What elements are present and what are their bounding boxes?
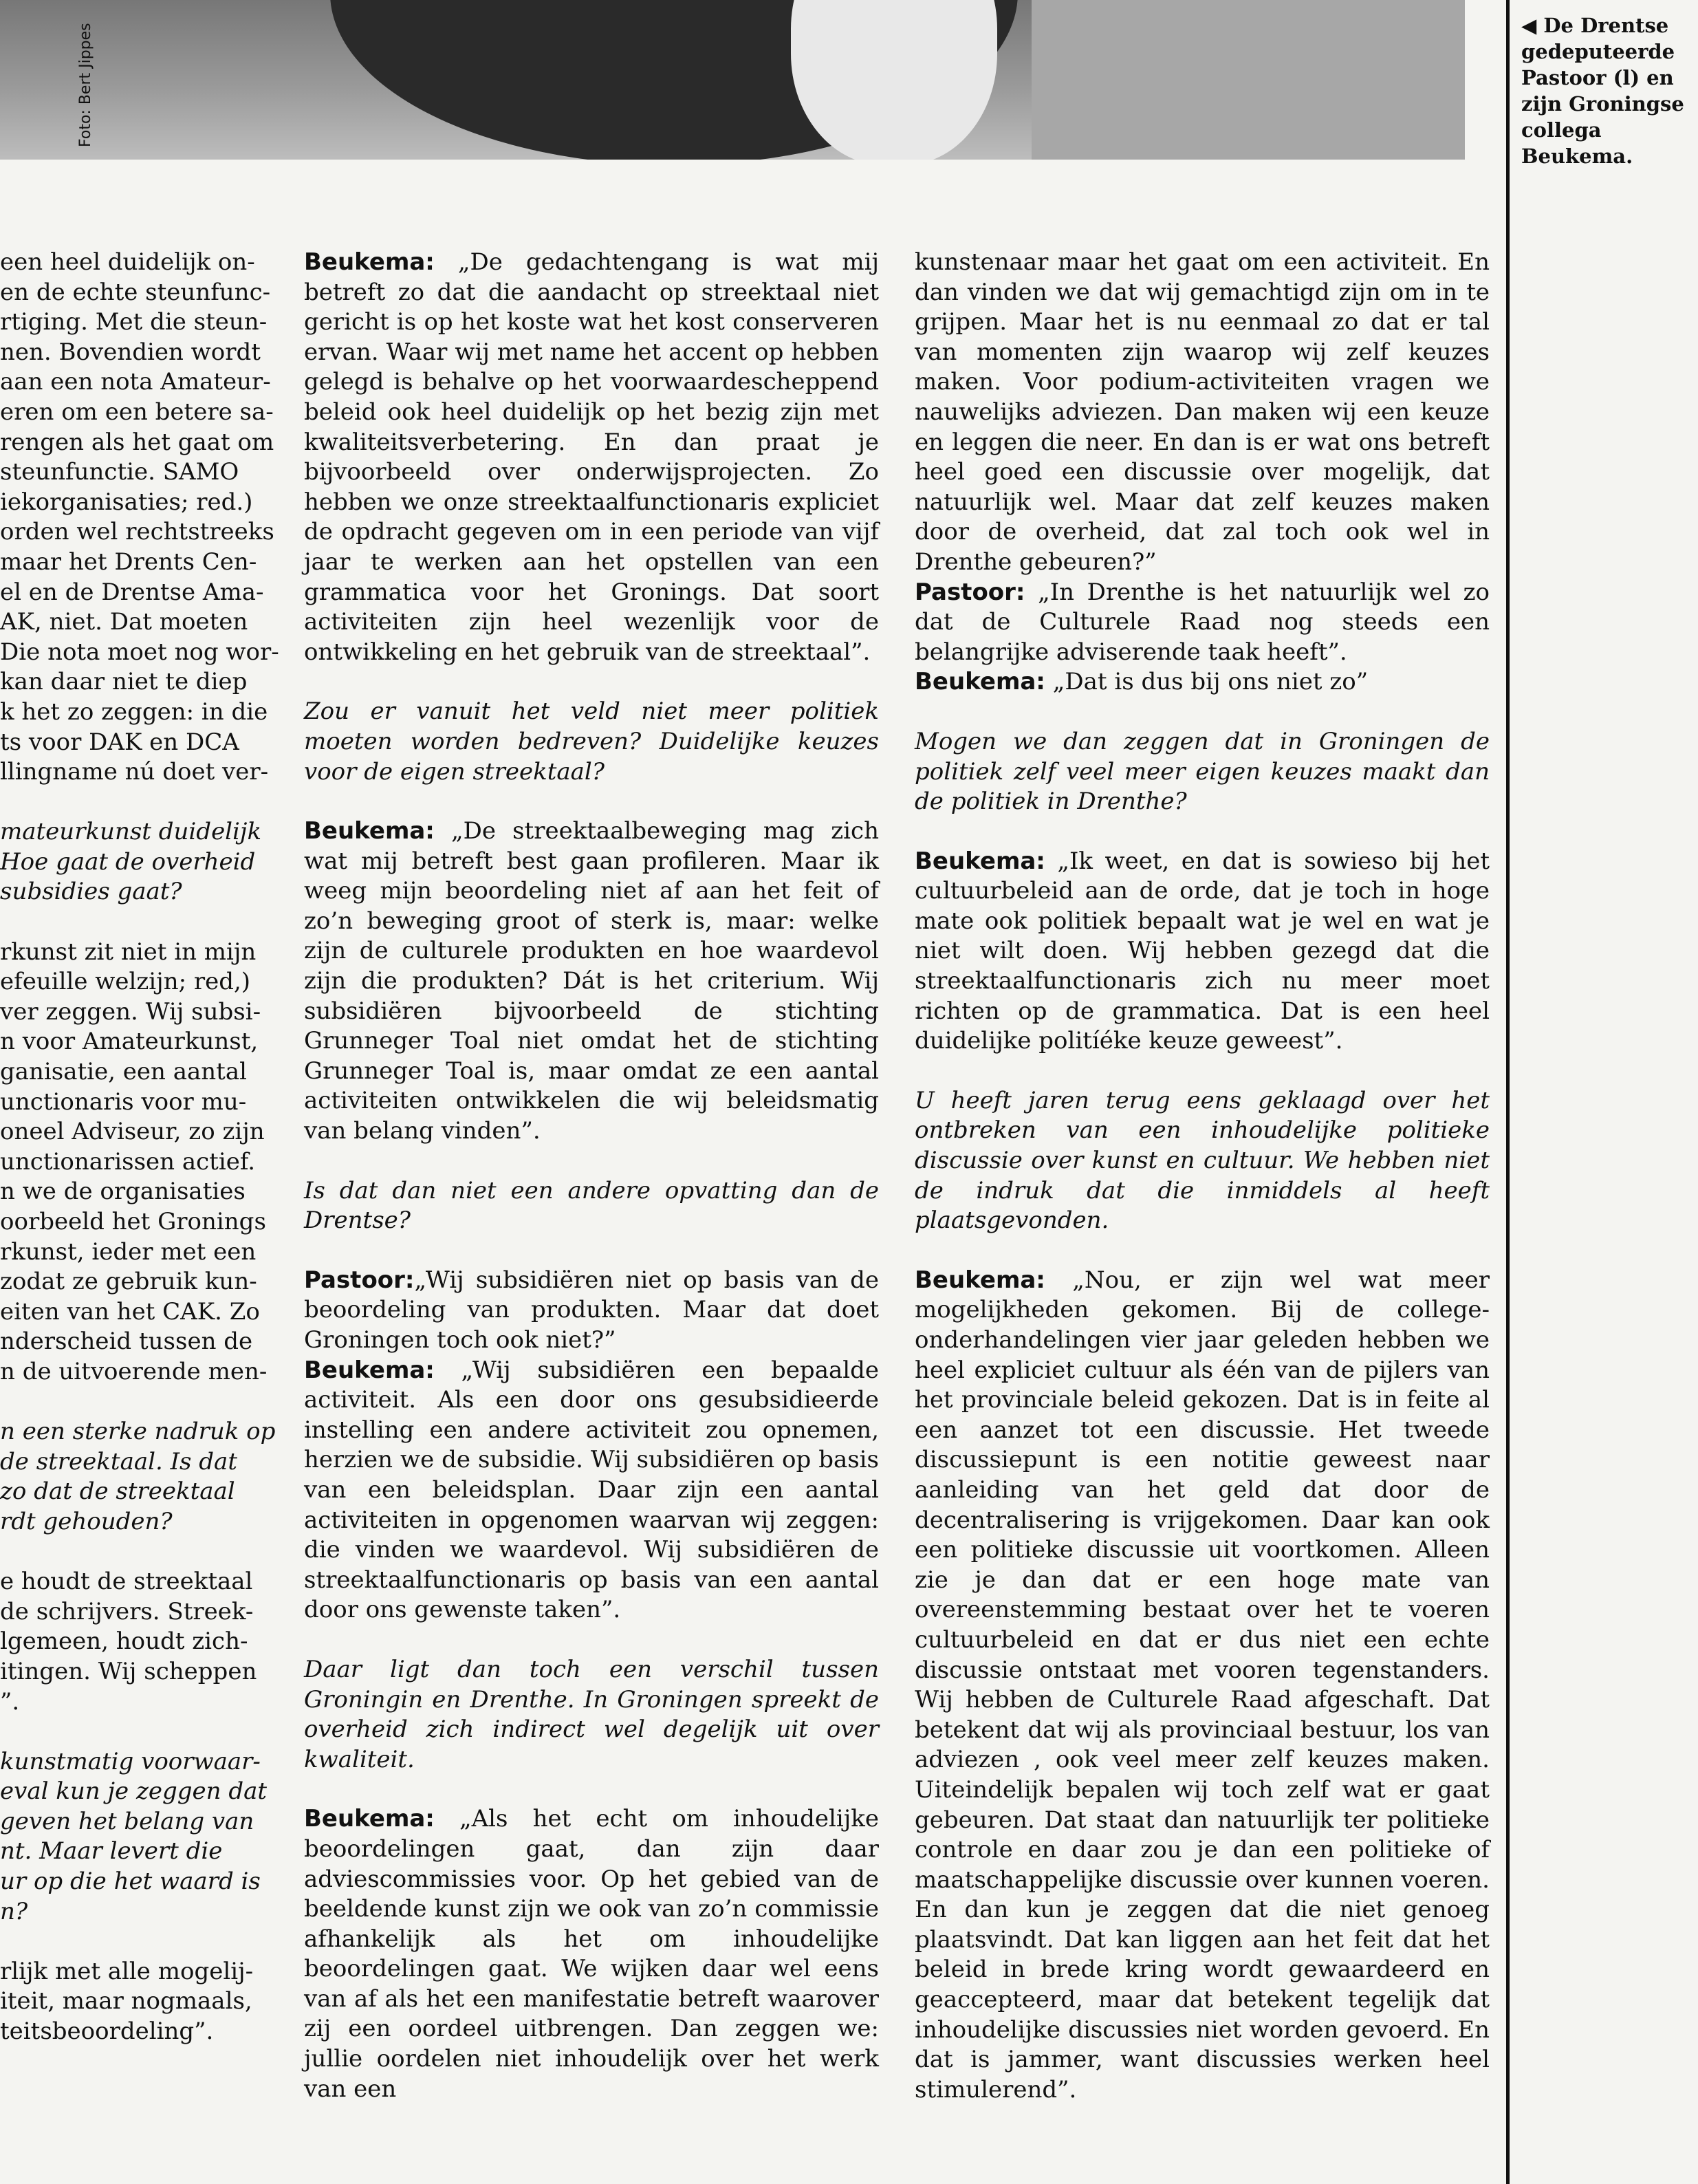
column-1-line: k het zo zeggen: in die bbox=[0, 698, 268, 726]
column-1-line: ganisatie, een aantal bbox=[0, 1058, 247, 1086]
speaker-label: Beukema: bbox=[915, 847, 1045, 875]
column-1-line: Hoe gaat de overheid bbox=[0, 847, 256, 876]
column-1-line: n voor Amateurkunst, bbox=[0, 1028, 259, 1056]
photo-shape-light bbox=[791, 0, 997, 160]
answer-paragraph bbox=[304, 248, 879, 667]
answer-paragraph bbox=[304, 817, 879, 1147]
answer-text: „Wij subsidiëren niet op basis van de beoordeling van produkten. Maar dat doet Groningen toch ook niet?” bbox=[304, 1266, 879, 1354]
column-1-line: iteit, maar nogmaals, bbox=[0, 1987, 252, 2015]
column-1-line: unctionarissen actief. bbox=[0, 1147, 256, 1176]
question-paragraph: Zou er vanuit het veld niet meer politiek moeten worden bedreven? Duidelijke keuzes voor de eigen streektaal? bbox=[304, 698, 879, 786]
column-1-line: Die nota moet nog wor- bbox=[0, 638, 279, 666]
column-1-line: eiten van het CAK. Zo bbox=[0, 1297, 260, 1326]
answer-text: „Dat is dus bij ons niet zo” bbox=[1052, 668, 1369, 696]
column-1-line: n we de organisaties bbox=[0, 1178, 246, 1206]
column-1-line: unctionaris voor mu- bbox=[0, 1088, 247, 1116]
question-paragraph: Is dat dan niet een andere opvatting dan de Drentse? bbox=[304, 1176, 879, 1235]
column-1-line: subsidies gaat? bbox=[0, 878, 182, 906]
column-1-line: orden wel rechtstreeks bbox=[0, 518, 274, 546]
column-1-line: el en de Drentse Ama- bbox=[0, 578, 264, 606]
column-1-line: steunfunctie. SAMO bbox=[0, 458, 239, 486]
column-1-line bbox=[0, 1717, 289, 1747]
column-1-line: rengen als het gaat om bbox=[0, 428, 274, 456]
speaker-label: Beukema: bbox=[304, 1805, 435, 1833]
column-1-line: teitsbeoordeling”. bbox=[0, 2018, 214, 2046]
answer-paragraph bbox=[915, 578, 1490, 668]
column-1-line: een heel duidelijk on- bbox=[0, 248, 255, 276]
article-column-2 bbox=[304, 248, 879, 2134]
answer-text: „In Drenthe is het natuurlijk wel zo dat de Culturele Raad nog steeds een belangrijke adviserende taak heeft”. bbox=[915, 578, 1490, 666]
question-paragraph: U heeft jaren terug eens geklaagd over het ontbreken van een inhoudelijke politieke discussie over kunst en cultuur. We hebben niet de indruk dat die inmiddels al heeft plaatsgevonden. bbox=[915, 1086, 1490, 1235]
answer-text: „Nou, er zijn wel wat meer mogelijkheden gekomen. Bij de college-onderhandelingen vier jaar geleden hebben we heel expliciet cultuur als één van de pijlers van het provinciale beleid gekozen. Dat is in feite al een aanzet tot een discussie. Het tweede discussiepunt is een notitie geweest naar aanleiding van het geld dat door de decentralisering is vrijgekomen. Daar kan ook een politieke discussie uit voortkomen. Alleen zie je dan dat er een hoge mate van overeenstemming bestaat over het te voeren cultuurbeleid en dat er dus niet een echte discussie ontstaat met vooren tegenstanders. Wij hebben de Culturele Raad afgeschaft. Dat betekent dat wij als provinciaal bestuur, los van adviezen , ook veel meer zelf keuzes maken. Uiteindelijk bepalen wij toch zelf wat er gaat gebeuren. Dat staat dan natuurlijk ter politieke controle en daar zou je dan een politieke of maatschappelijke discussie over kunnen voeren. En dan kun je zeggen dat die niet genoeg plaatsvindt. Dat kan liggen aan het feit dat het beleid in brede kring wordt gewaardeerd en geaccepteerd, maar dat betekent tegelijk dat inhoudelijke discussies niet worden gevoerd. En dat is jammer, want discussies werken heel stimulerend”. bbox=[915, 1266, 1490, 2104]
column-1-line: de streektaal. Is dat bbox=[0, 1447, 237, 1475]
speaker-label: Beukema: bbox=[304, 248, 435, 276]
speaker-label: Pastoor: bbox=[304, 1266, 415, 1294]
column-1-line: rkunst, ieder met een bbox=[0, 1237, 257, 1266]
column-rule bbox=[1506, 0, 1510, 2184]
speaker-label: Beukema: bbox=[915, 668, 1045, 696]
column-1-line: llingname nú doet ver- bbox=[0, 758, 269, 786]
article-column-1 bbox=[0, 248, 289, 2047]
column-1-line: rlijk met alle mogelij- bbox=[0, 1957, 254, 1985]
answer-text: „De gedachtengang is wat mij betreft zo dat die aandacht op streektaal niet gericht is op het koste wat het kost conserveren ervan. Waar wij met name het accent op hebben gelegd is behalve op het voorwaardescheppend beleid ook heel duidelijk op het bezig zijn met kwaliteitsverbetering. En dan praat je bijvoorbeeld over onderwijsprojecten. Zo hebben we onze streektaalfunctionaris expliciet de opdracht gegeven om in een periode van vijf jaar te werken aan het opstellen van een grammatica voor het Gronings. Dat soort activiteiten zijn heel wezenlijk voor de ontwikkeling en het gebruik van de streektaal”. bbox=[304, 248, 879, 666]
column-1-line: mateurkunst duidelijk bbox=[0, 818, 262, 846]
speaker-label: Beukema: bbox=[304, 1356, 435, 1384]
column-1-line: rkunst zit niet in mijn bbox=[0, 938, 257, 966]
answer-paragraph: kunstenaar maar het gaat om een activiteit. En dan vinden we dat wij gemachtigd zijn om in te grijpen. Maar het is nu eenmaal zo dat er tal van momenten zijn waarop wij zelf keuzes maken. Voor podium-activiteiten vragen we nauwelijks adviezen. Dan maken wij een keuze en leggen die neer. En dan is er wat ons betreft heel goed een discussie over mogelijk, dat natuurlijk wel. Maar dat zelf keuzes maken door de overheid, dat zal toch ook wel in Drenthe gebeuren?” bbox=[915, 248, 1490, 576]
column-1-line: nt. Maar levert die bbox=[0, 1837, 223, 1866]
column-1-line: aan een nota Amateur- bbox=[0, 368, 271, 396]
column-1-line: ”. bbox=[0, 1687, 20, 1716]
question-paragraph: Mogen we dan zeggen dat in Groningen de politiek zelf veel meer eigen keuzes maakt dan de politiek in Drenthe? bbox=[915, 727, 1490, 816]
article-column-3 bbox=[915, 248, 1490, 2134]
speaker-label: Pastoor: bbox=[915, 578, 1025, 606]
column-1-line: ver zeggen. Wij subsi- bbox=[0, 997, 261, 1026]
column-1-line: de schrijvers. Streek- bbox=[0, 1597, 254, 1625]
column-1-line: iekorganisaties; red.) bbox=[0, 488, 253, 516]
column-1-line: kan daar niet te diep bbox=[0, 668, 248, 696]
column-1-line: rdt gehouden? bbox=[0, 1507, 173, 1535]
column-1-line: zo dat de streektaal bbox=[0, 1478, 235, 1506]
column-1-line: n? bbox=[0, 1897, 28, 1925]
column-1-line: ts voor DAK en DCA bbox=[0, 728, 239, 756]
column-1-line: lgemeen, houdt zich- bbox=[0, 1628, 248, 1656]
speaker-label: Beukema: bbox=[915, 1266, 1045, 1294]
photo-credit: Foto: Bert Jippes bbox=[77, 23, 94, 147]
column-1-line: nen. Bovendien wordt bbox=[0, 338, 261, 366]
question-paragraph: Daar ligt dan toch een verschil tussen Groningin en Drenthe. In Groningen spreekt de overheid zich indirect wel degelijk uit over kwaliteit. bbox=[304, 1655, 879, 1773]
answer-text: „Ik weet, en dat is sowieso bij het cultuurbeleid aan de orde, dat je toch in hoge mate ook politiek bepaalt wat je wel en wat je niet wilt doen. Wij hebben gezegd dat die streektaalfunctionaris zich nu meer moet richten op de grammatica. Dat is een heel duidelijke politíéke keuze geweest”. bbox=[915, 847, 1490, 1055]
column-1-line bbox=[0, 788, 289, 818]
photo-caption: ◀ De Drentse gedeputeerde Pastoor (l) en zijn Groningse collega Beukema. bbox=[1521, 14, 1684, 168]
answer-paragraph bbox=[915, 667, 1490, 698]
answer-paragraph bbox=[304, 1356, 879, 1625]
speaker-label: Beukema: bbox=[304, 817, 435, 845]
answer-text: „Als het echt om inhoudelijke beoordelingen gaat, dan zijn daar adviescommissies voor. Op het gebied van de beeldende kunst zijn we ook van zo’n commissie afhankelijk als het om inhoudelijke beoordelingen gaat. We wijken daar wel eens van af als het een manifestatie betreft waarover zij een oordeel uitbrengen. Dan zeggen we: jullie oordelen niet inhoudelijk over het werk van een bbox=[304, 1805, 879, 2103]
column-1-line: e houdt de streektaal bbox=[0, 1568, 253, 1596]
column-1-line: nderscheid tussen de bbox=[0, 1328, 253, 1356]
column-1-line: en de echte steunfunc- bbox=[0, 278, 271, 306]
answer-paragraph bbox=[915, 847, 1490, 1057]
column-1-line: kunstmatig voorwaar- bbox=[0, 1747, 261, 1775]
column-1-line: maar het Drents Cen- bbox=[0, 548, 257, 576]
photo bbox=[0, 0, 1465, 160]
column-1-line: geven het belang van bbox=[0, 1807, 254, 1835]
column-1-line: oorbeeld het Gronings bbox=[0, 1208, 266, 1235]
answer-paragraph bbox=[304, 1804, 879, 2104]
column-1-line: itingen. Wij scheppen bbox=[0, 1657, 257, 1685]
column-1-line: ur op die het waard is bbox=[0, 1868, 261, 1896]
answer-text: „Wij subsidiëren een bepaalde activiteit. Als een door ons gesubsidieerde instelling een andere activiteit zou opnemen, herzien we de subsidie. Wij subsidiëren op basis van een beleidsplan. Daar zijn een aantal activiteiten in opgenomen waarvan wij zeggen: die vinden we waardevol. Wij subsidiëren de streektaalfunctionaris op basis van een aantal door ons gewenste taken”. bbox=[304, 1356, 879, 1624]
column-1-line bbox=[0, 907, 289, 938]
column-1-line: zodat ze gebruik kun- bbox=[0, 1268, 257, 1296]
column-1-line: rtiging. Met die steun- bbox=[0, 308, 268, 336]
column-1-line: n een sterke nadruk op bbox=[0, 1418, 276, 1446]
answer-paragraph bbox=[915, 1266, 1490, 2106]
answer-text: „De streektaalbeweging mag zich wat mij betreft best gaan profileren. Maar ik weeg mijn beoordeling niet af aan het feit of zo’n beweging groot of sterk is, maar: welke zijn de culturele produkten en hoe waardevol zijn die produkten? Dát is het criterium. Wij subsidiëren bijvoorbeeld de stichting Grunneger Toal niet omdat het de stichting Grunneger Toal is, maar omdat ze een aantal activiteiten ontwikkelen die wij beleidsmatig van belang vinden”. bbox=[304, 817, 879, 1145]
answer-paragraph bbox=[304, 1266, 879, 1356]
column-1-line: AK, niet. Dat moeten bbox=[0, 608, 248, 636]
column-1-line: oneel Adviseur, zo zijn bbox=[0, 1118, 265, 1146]
column-1-line bbox=[0, 1537, 289, 1568]
column-1-line: n de uitvoerende men- bbox=[0, 1357, 268, 1385]
column-1-line: eval kun je zeggen dat bbox=[0, 1777, 268, 1806]
column-1-line: efeuille welzijn; red,) bbox=[0, 968, 251, 996]
photo-shape-grey bbox=[1032, 0, 1465, 160]
column-1-line: eren om een betere sa- bbox=[0, 398, 274, 426]
column-1-line bbox=[0, 1387, 289, 1418]
column-1-line bbox=[0, 1927, 289, 1957]
